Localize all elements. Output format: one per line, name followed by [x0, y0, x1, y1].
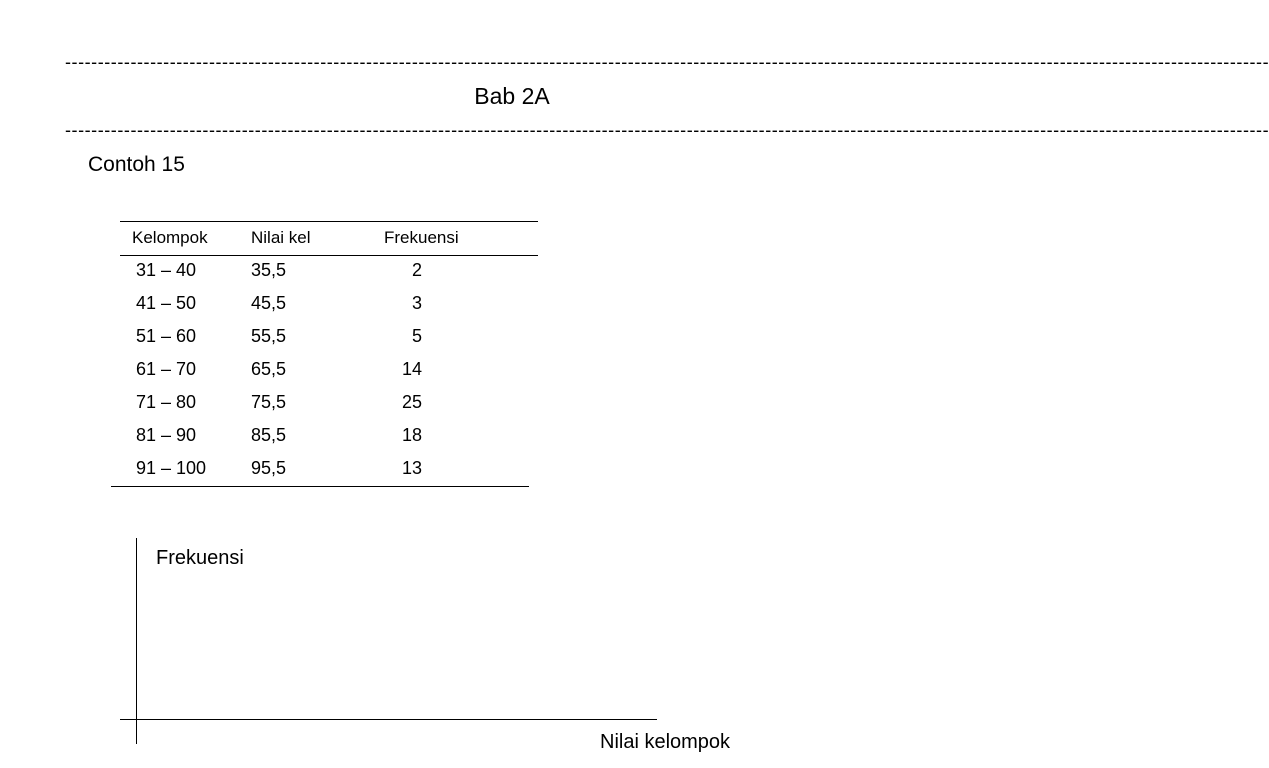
table-cell-nilai: 45,5 [251, 293, 287, 313]
table-cell-kelompok: 91 – 100 [136, 458, 207, 478]
table-cell-frekuensi: 13 [401, 458, 422, 478]
table-cell-kelompok: 31 – 40 [136, 260, 197, 280]
table-cell-kelompok: 41 – 50 [136, 293, 197, 313]
table-cell-kelompok: 71 – 80 [136, 392, 197, 412]
table-cell-frekuensi: 25 [401, 392, 422, 412]
table-cell-nilai: 55,5 [251, 326, 287, 346]
bottom-dashed-divider: ---------------------------------------------------------------------------------------------------------------------------------------------------------------------------------------- [65, 120, 1269, 140]
table-cell-nilai: 75,5 [251, 392, 287, 412]
table-cell-frekuensi: 2 [411, 260, 422, 280]
table-cell-nilai: 35,5 [251, 260, 287, 280]
page-title: Bab 2A [474, 83, 550, 109]
example-subtitle: Contoh 15 [88, 153, 185, 176]
table-bottom-rule [111, 486, 529, 487]
column-header-frekuensi: Frekuensi [384, 228, 459, 247]
column-header-nilai-kel: Nilai kel [251, 228, 311, 247]
y-axis-line [136, 538, 137, 744]
table-cell-nilai: 95,5 [251, 458, 287, 478]
table-cell-frekuensi: 18 [401, 425, 422, 445]
x-axis-line [120, 719, 657, 720]
top-dashed-divider: ---------------------------------------------------------------------------------------------------------------------------------------------------------------------------------------- [65, 52, 1269, 72]
y-axis-label: Frekuensi [156, 547, 244, 569]
table-cell-kelompok: 61 – 70 [136, 359, 197, 379]
table-cell-frekuensi: 3 [411, 293, 422, 313]
table-header-rule [120, 255, 538, 256]
table-cell-kelompok: 51 – 60 [136, 326, 197, 346]
table-cell-kelompok: 81 – 90 [136, 425, 197, 445]
table-cell-frekuensi: 5 [411, 326, 422, 346]
x-axis-label: Nilai kelompok [600, 731, 731, 753]
table-cell-frekuensi: 14 [401, 359, 422, 379]
column-header-kelompok: Kelompok [132, 228, 208, 247]
table-top-rule [120, 221, 538, 222]
table-cell-nilai: 65,5 [251, 359, 287, 379]
table-cell-nilai: 85,5 [251, 425, 287, 445]
